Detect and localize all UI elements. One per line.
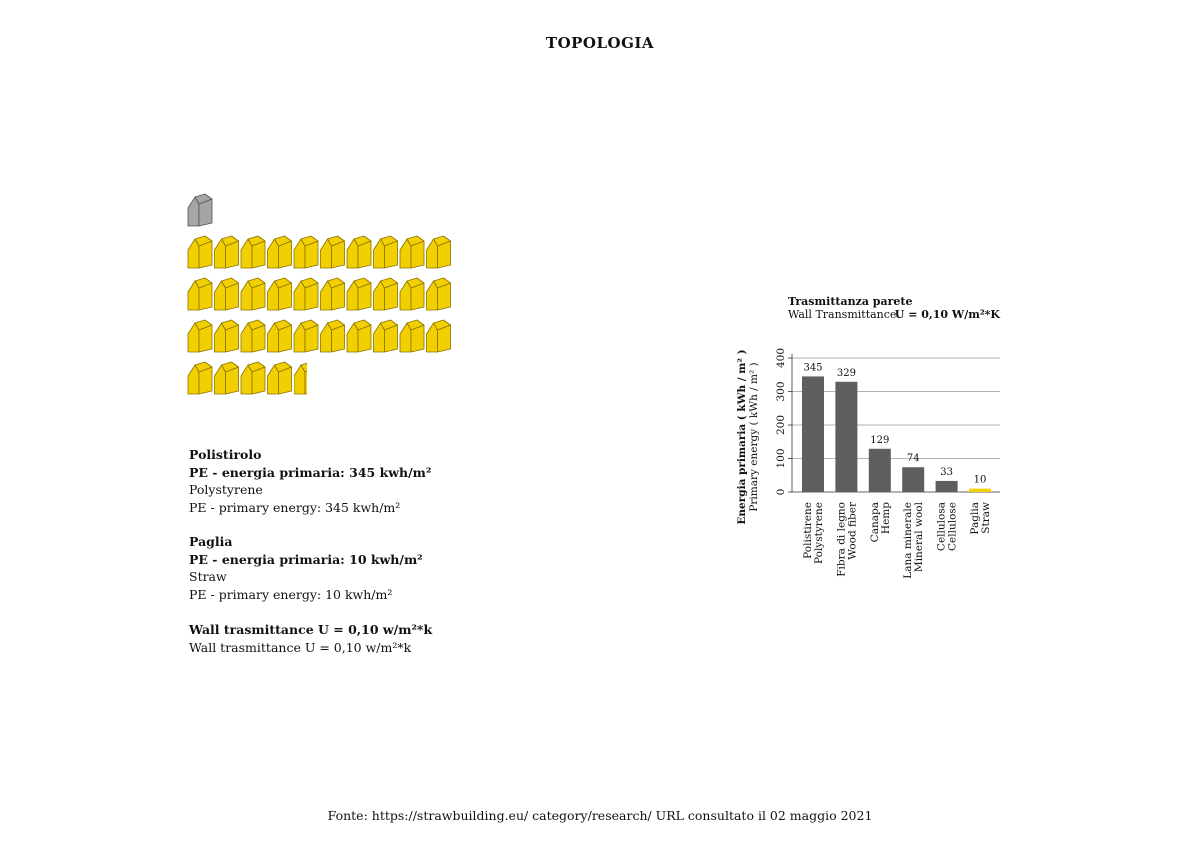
- yellow-house-21: [188, 320, 212, 352]
- yellow-house-20: [427, 278, 451, 310]
- y-axis-label-en: Primary energy ( kWh / m² ): [748, 362, 760, 512]
- gray-house-1: [188, 194, 212, 226]
- info-wall-title-en: Wall trasmittance U = 0,10 w/m²*k: [189, 639, 412, 655]
- info-straw: [189, 533, 423, 603]
- yellow-house-28: [374, 320, 398, 352]
- info-wall: [189, 621, 432, 656]
- yellow-house-7: [347, 236, 371, 268]
- data-label-1: 345: [803, 362, 823, 374]
- category-label-en-1: Polystyrene: [813, 502, 825, 565]
- u-value: U = 0,10 W/m²*K: [894, 308, 1000, 321]
- yellow-house-13: [241, 278, 265, 310]
- bar-5: [936, 481, 958, 492]
- category-label-it-4: Lana minerale: [902, 502, 915, 579]
- yellow-house-19: [400, 278, 424, 310]
- info-straw-pe-it: PE - energia primaria: 10 kwh/m²: [189, 551, 423, 567]
- info-polystyrene-pe-it: PE - energia primaria: 345 kwh/m²: [189, 464, 432, 480]
- category-label-it-3: Canapa: [868, 502, 881, 543]
- house-pictogram-svg: [188, 194, 468, 404]
- yellow-house-24: [268, 320, 292, 352]
- energy-bar-chart: [728, 340, 1018, 590]
- category-label-en-3: Hemp: [879, 502, 892, 535]
- yellow-house-8: [374, 236, 398, 268]
- yellow-house-17: [347, 278, 371, 310]
- chart-title-en: Wall Transmittance: [788, 308, 897, 321]
- category-label-en-5: Cellulose: [946, 502, 959, 552]
- yellow-house-33: [241, 362, 265, 394]
- category-label-en-6: Straw: [980, 502, 992, 534]
- data-label-5: 33: [940, 466, 953, 478]
- y-tick-label-400: 400: [775, 347, 787, 369]
- yellow-house-10: [427, 236, 451, 268]
- yellow-house-29: [400, 320, 424, 352]
- yellow-house-27: [347, 320, 371, 352]
- yellow-house-12: [215, 278, 239, 310]
- yellow-house-14: [268, 278, 292, 310]
- info-polystyrene: [189, 446, 431, 516]
- info-straw-title-it: Paglia: [189, 534, 233, 549]
- bar-6: [969, 489, 991, 492]
- y-tick-label-0: 0: [775, 488, 787, 496]
- house-pictogram: [188, 194, 468, 404]
- category-label-it-1: Polistirene: [802, 502, 814, 559]
- data-label-3: 129: [870, 434, 890, 446]
- yellow-house-15: [294, 278, 318, 310]
- bar-1: [802, 376, 824, 492]
- page-title: TOPOLOGIA: [545, 34, 655, 52]
- y-tick-label-300: 300: [775, 381, 787, 402]
- info-straw-title-en: Straw: [189, 569, 227, 585]
- yellow-house-6: [321, 236, 345, 268]
- bar-3: [869, 449, 891, 492]
- chart-title-it: Trasmittanza parete: [788, 295, 913, 308]
- yellow-house-22: [215, 320, 239, 352]
- info-polystyrene-title-it: Polistirolo: [189, 447, 262, 462]
- yellow-house-18: [374, 278, 398, 310]
- yellow-house-31: [188, 362, 212, 394]
- yellow-house-9: [400, 236, 424, 268]
- data-label-6: 10: [973, 474, 987, 486]
- category-label-it-6: Paglia: [969, 502, 981, 535]
- yellow-house-16: [321, 278, 345, 310]
- yellow-house-2: [215, 236, 239, 268]
- yellow-house-34: [268, 362, 292, 394]
- yellow-house-30: [427, 320, 451, 352]
- yellow-house-1: [188, 236, 212, 268]
- y-axis-label: Energia primaria ( kWh / m² ): [736, 349, 748, 525]
- info-straw-pe-en: PE - primary energy: 10 kwh/m²: [189, 586, 393, 602]
- info-polystyrene-title-en: Polystyrene: [189, 482, 263, 498]
- yellow-house-3: [241, 236, 265, 268]
- yellow-house-32: [215, 362, 239, 394]
- info-polystyrene-pe-en: PE - primary energy: 345 kwh/m²: [189, 499, 401, 515]
- yellow-house-35: [294, 362, 318, 394]
- yellow-house-5: [294, 236, 318, 268]
- bar-4: [902, 467, 924, 492]
- yellow-house-25: [294, 320, 318, 352]
- data-label-4: 74: [906, 453, 920, 465]
- yellow-house-23: [241, 320, 265, 352]
- category-label-en-4: Mineral wool: [913, 502, 926, 573]
- source-footer: Fonte: https://strawbuilding.eu/ category/research/ URL consultato il 02 maggio 2021: [327, 808, 873, 823]
- data-label-2: 329: [836, 367, 856, 379]
- info-wall-title-it: Wall trasmittance U = 0,10 w/m²*k: [189, 622, 433, 637]
- bar-2: [835, 382, 857, 492]
- category-label-it-2: Fibra di legno: [835, 502, 848, 577]
- category-label-it-5: Cellulosa: [935, 502, 948, 552]
- yellow-house-26: [321, 320, 345, 352]
- category-label-en-2: Wood fiber: [846, 502, 859, 560]
- yellow-house-11: [188, 278, 212, 310]
- y-tick-label-100: 100: [775, 448, 787, 469]
- y-tick-label-200: 200: [775, 414, 787, 436]
- yellow-house-4: [268, 236, 292, 268]
- chart-header: [788, 295, 1003, 321]
